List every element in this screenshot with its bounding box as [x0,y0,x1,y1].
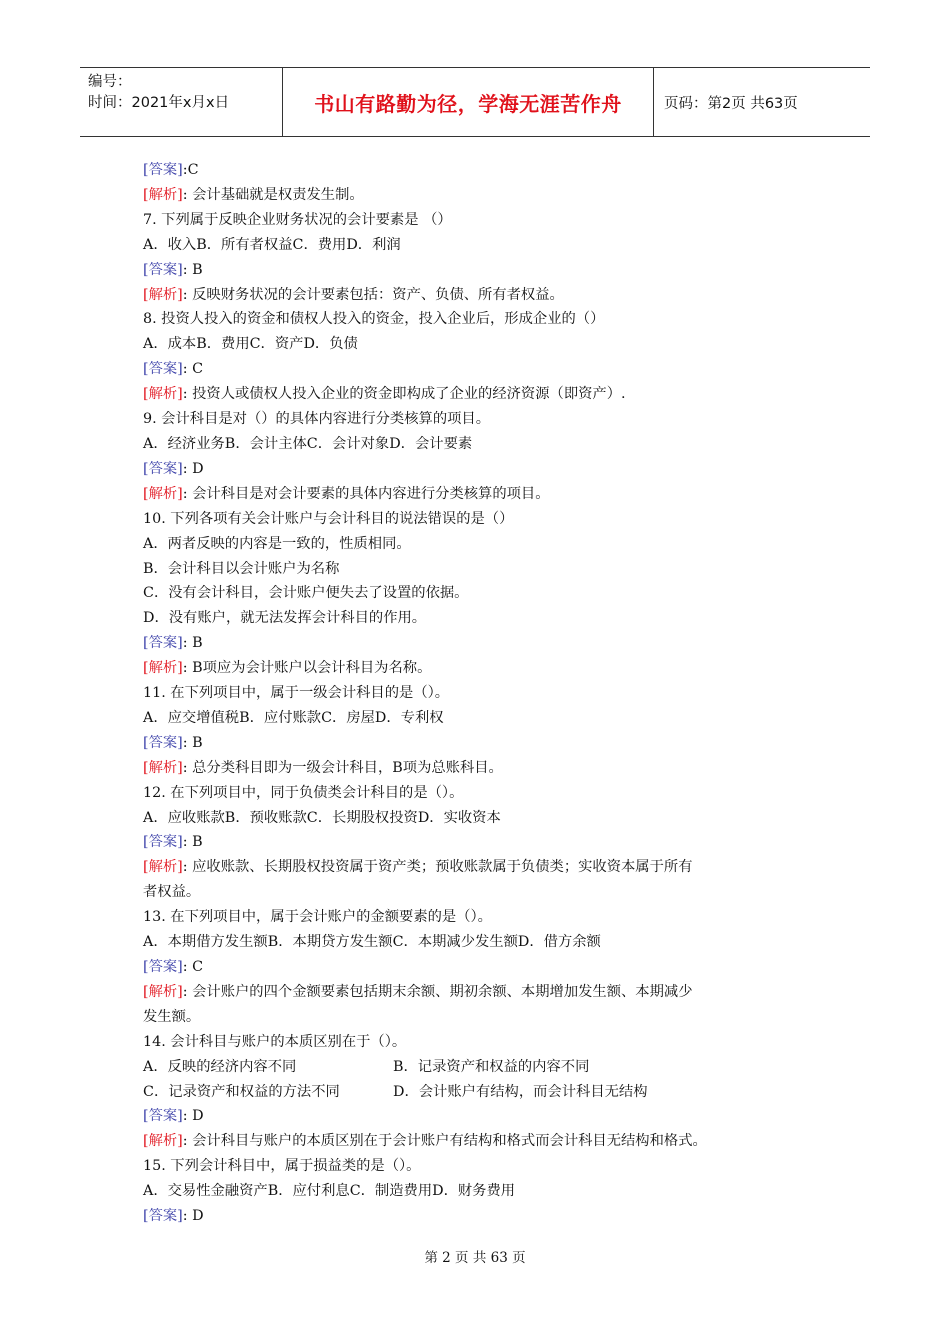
analysis-line [143,382,823,407]
text-line [143,880,823,905]
answer-tag: [答案] [143,261,183,278]
header-page-code: 页码：第2页 共63页 [664,95,798,112]
analysis-line [143,283,823,308]
time-label: 时间：2021年x月x日 [88,95,230,111]
line-text: : D [182,1208,204,1225]
text-line [143,806,823,831]
header-left-cell [80,68,283,136]
answer-tag: [答案] [143,959,183,975]
line-text: C．没有会计科目，会计账户便失去了设置的依据。 [143,585,469,602]
answer-tag: [答案] [143,460,183,477]
answer-line [143,457,823,482]
line-text: : C [182,361,204,378]
analysis-tag: [解析] [143,186,183,203]
header-motto: 书山有路勤为径，学海无涯苦作舟 [283,68,654,136]
line-text: A．交易性金融资产B．应付利息C．制造费用D．财务费用 [143,1183,516,1200]
text-line [143,208,823,233]
line-text: D．没有账户，就无法发挥会计科目的作用。 [143,610,427,627]
text-line [143,1154,823,1179]
answer-line [143,955,823,980]
line-text: A．收入B．所有者权益C．费用D．利润 [143,236,401,253]
line-text: 11. 在下列项目中，属于一级会计科目的是（）。 [143,685,450,702]
line-text: 12. 在下列项目中，同于负债类会计科目的是（）。 [143,784,464,801]
line-text: : C [182,959,204,975]
text-line [143,557,823,582]
text-line [143,706,823,731]
answer-tag: [答案] [143,635,183,652]
analysis-line [143,656,823,681]
analysis-tag: [解析] [143,759,183,776]
line-text: : 应收账款、长期股权投资属于资产类；预收账款属于负债类；实收资本属于所有 [182,859,693,876]
line-text: A．成本B．费用C．资产D．负债 [143,336,358,353]
line-text: :C [182,162,199,178]
line-text: : 会计科目是对会计要素的具体内容进行分类核算的项目。 [182,485,550,502]
answer-line [143,357,823,382]
text-line [143,681,823,706]
answer-tag: [答案] [143,1108,183,1125]
text-line [143,1005,823,1030]
analysis-tag: [解析] [143,286,183,303]
analysis-tag: [解析] [143,485,183,502]
text-line [143,407,823,432]
answer-tag: [答案] [143,361,183,378]
analysis-tag: [解析] [143,386,183,403]
text-line [143,507,823,532]
analysis-tag: [解析] [143,1133,183,1150]
analysis-line [143,482,823,507]
analysis-tag: [解析] [143,660,183,677]
text-line [143,532,823,557]
line-text: : 投资人或债权人投入企业的资金即构成了企业的经济资源（即资产）. [182,386,626,403]
code-label: 编号： [88,74,132,90]
line-text: B．会计科目以会计账户为名称 [143,560,340,577]
page-header [80,67,870,137]
line-text: : B [182,834,203,851]
line-text: 13. 在下列项目中，属于会计账户的金额要素的是（）。 [143,909,492,926]
analysis-line [143,756,823,781]
analysis-tag: [解析] [143,983,183,1000]
text-line [143,233,823,258]
line-text: 者权益。 [143,884,201,901]
answer-tag: [答案] [143,162,183,178]
page-footer: 第 2 页 共 63 页 [424,1250,526,1266]
answer-line [143,158,823,183]
line-text: : D [182,1108,204,1125]
line-text: : 会计科目与账户的本质区别在于会计账户有结构和格式而会计科目无结构和格式。 [182,1133,707,1150]
text-line [143,606,823,631]
analysis-line [143,183,823,208]
text-line [143,432,823,457]
line-text: A．本期借方发生额B．本期贷方发生额C．本期减少发生额D．借方余额 [143,934,601,951]
text-line [143,781,823,806]
line-text: 8. 投资人投入的资金和债权人投入的资金，投入企业后，形成企业的（） [143,311,605,328]
line-text: A．应交增值税B．应付账款C．房屋D．专利权 [143,709,444,726]
line-text: : B [182,635,203,652]
line-text: 14. 会计科目与账户的本质区别在于（）。 [143,1033,407,1050]
line-text: 7. 下列属于反映企业财务状况的会计要素是 （） [143,211,452,228]
line-text: 9. 会计科目是对（）的具体内容进行分类核算的项目。 [143,411,491,428]
line-text: : 反映财务状况的会计要素包括：资产、负债、所有者权益。 [182,286,564,303]
line-text: : B [182,261,203,278]
answer-line [143,258,823,283]
option-row [143,1055,823,1080]
answer-tag: [答案] [143,1208,183,1225]
line-text: : B [182,734,203,751]
answer-line [143,731,823,756]
answer-line [143,830,823,855]
text-line [143,905,823,930]
answer-line [143,1204,823,1229]
line-text: 10. 下列各项有关会计账户与会计科目的说法错误的是（） [143,510,514,527]
line-text: : 总分类科目即为一级会计科目，B项为总账科目。 [182,759,503,776]
option-col-2: B．记录资产和权益的内容不同 [393,1058,590,1075]
text-line [143,332,823,357]
option-col-1: C．记录资产和权益的方法不同 [143,1083,340,1100]
answer-line [143,631,823,656]
option-col-1: A．反映的经济内容不同 [143,1058,297,1075]
line-text: : 会计基础就是权责发生制。 [182,186,364,203]
text-line [143,1179,823,1204]
analysis-line [143,980,823,1005]
text-line [143,1030,823,1055]
line-text: A．应收账款B．预收账款C．长期股权投资D．实收资本 [143,809,501,826]
line-text: A．经济业务B．会计主体C．会计对象D．会计要素 [143,435,473,452]
line-text: A．两者反映的内容是一致的，性质相同。 [143,535,411,552]
analysis-tag: [解析] [143,859,183,876]
line-text: : D [182,460,204,477]
answer-tag: [答案] [143,834,183,851]
document-body [143,158,823,1229]
analysis-line [143,855,823,880]
line-text: 发生额。 [143,1008,201,1025]
analysis-line [143,1129,823,1154]
text-line [143,930,823,955]
text-line [143,307,823,332]
answer-tag: [答案] [143,734,183,751]
answer-line [143,1104,823,1129]
option-row [143,1080,823,1105]
line-text: : 会计账户的四个金额要素包括期末余额、期初余额、本期增加发生额、本期减少 [182,983,693,1000]
line-text: : B项应为会计账户以会计科目为名称。 [182,660,432,677]
option-col-2: D．会计账户有结构，而会计科目无结构 [393,1083,648,1100]
text-line [143,581,823,606]
line-text: 15. 下列会计科目中，属于损益类的是（）。 [143,1158,421,1175]
